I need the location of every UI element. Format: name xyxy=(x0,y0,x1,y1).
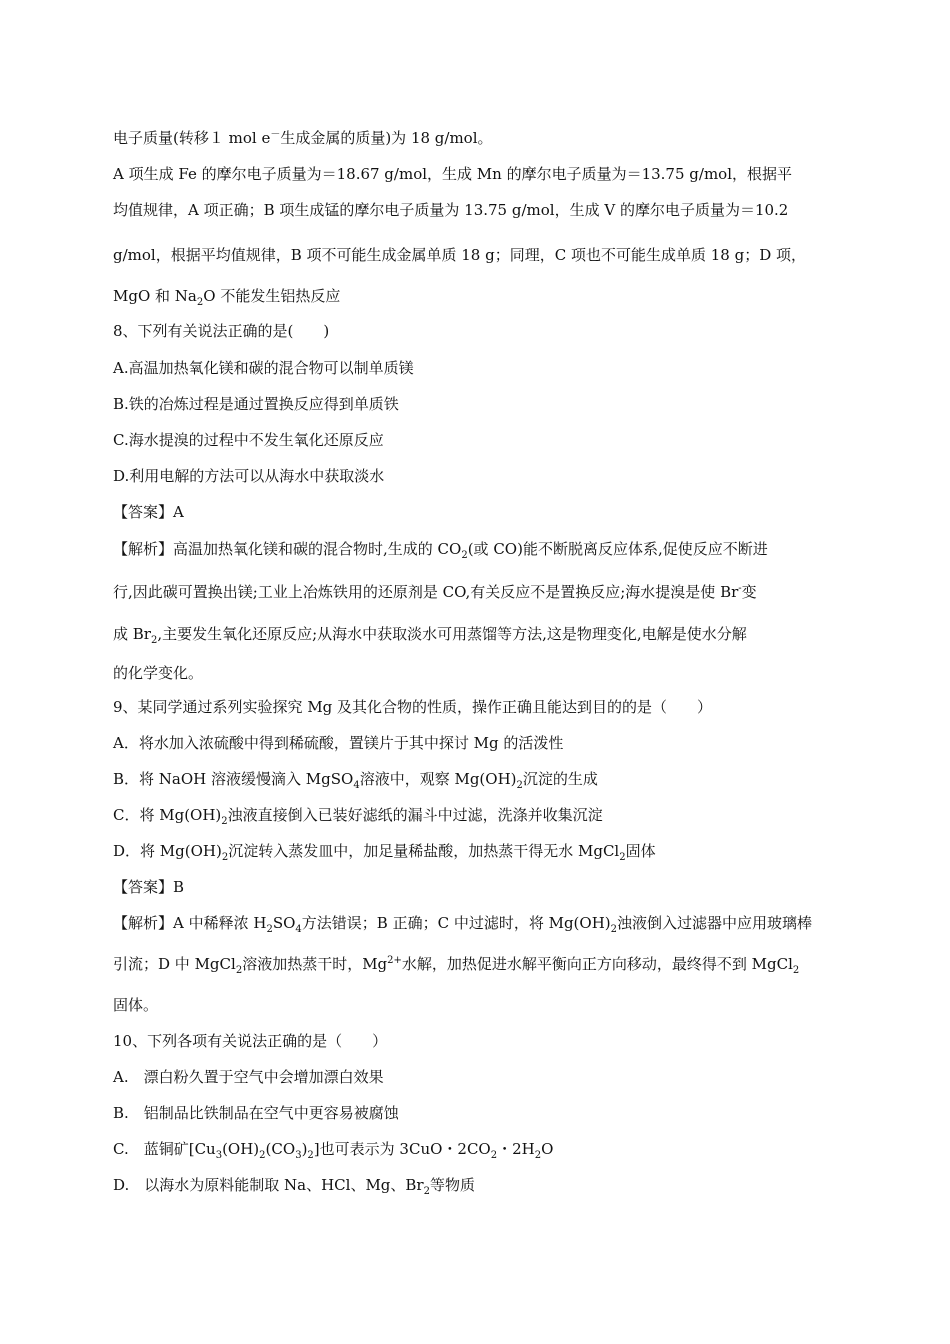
question-10-option-a: A. 漂白粉久置于空气中会增加漂白效果 xyxy=(113,1068,384,1086)
question-10-option-d: D. 以海水为原料能制取 Na、HCl、Mg、$Br_2$等物质 xyxy=(113,1176,475,1197)
question-8-stem: 8、下列有关说法正确的是( ) xyxy=(113,322,330,340)
question-9-option-d: D．将 $Mg(OH)_2$沉淀转入蒸发皿中，加足量稀盐酸，加热蒸干得无水 MgCl$_2$固体 xyxy=(113,842,656,863)
question-9-option-a: A．将水加入浓硫酸中得到稀硫酸，置镁片于其中探讨 Mg 的活泼性 xyxy=(113,734,564,752)
text-line: 均值规律，A 项正确；B 项生成锰的摩尔电子质量为 13.75 g/mol，生成 V 的摩尔电子质量为＝10.2 xyxy=(113,201,789,219)
question-9-analysis: 【解析】A 中稀释浓 $H_2SO_4$方法错误；B 正确；C 中过滤时，将 $Mg(OH)_2$浊液倒入过滤器中应用玻璃棒 xyxy=(113,914,813,935)
question-9-option-c: C．将 $Mg(OH)_2$浊液直接倒入已装好滤纸的漏斗中过滤，洗涤并收集沉淀 xyxy=(113,806,603,827)
text-line: 电子质量(转移１ mol e－生成金属的质量)为 18 g/mol。 xyxy=(113,129,493,147)
text-line: 行,因此碳可置换出镁;工业上冶炼铁用的还原剂是 CO,有关反应不是置换反应;海水提溴是使 Br-变 xyxy=(113,583,757,601)
question-8-analysis: 【解析】高温加热氧化镁和碳的混合物时,生成的 $CO_2$(或 CO)能不断脱离反应体系,促使反应不断进 xyxy=(113,540,768,561)
question-8-option-d: D.利用电解的方法可以从海水中获取淡水 xyxy=(113,467,385,485)
text-line: g/mol，根据平均值规律，B 项不可能生成金属单质 18 g；同理，C 项也不可能生成单质 18 g；D 项， xyxy=(113,246,806,264)
question-8-option-a: A.高温加热氧化镁和碳的混合物可以制单质镁 xyxy=(113,359,414,377)
question-8-answer: 【答案】A xyxy=(113,503,184,521)
text-line: A 项生成 Fe 的摩尔电子质量为＝18.67 g/mol，生成 Mn 的摩尔电子质量为＝13.75 g/mol，根据平 xyxy=(113,165,792,183)
question-9-stem: 9、某同学通过系列实验探究 Mg 及其化合物的性质，操作正确且能达到目的的是（ ） xyxy=(113,698,713,716)
text-line: 成 $Br_2$,主要发生氧化还原反应;从海水中获取淡水可用蒸馏等方法,这是物理变化,电解是使水分解 xyxy=(113,625,747,646)
question-9-answer: 【答案】B xyxy=(113,878,185,896)
question-10-option-b: B. 铝制品比铁制品在空气中更容易被腐蚀 xyxy=(113,1104,399,1122)
text-line: 的化学变化。 xyxy=(113,664,204,682)
question-8-option-b: B.铁的冶炼过程是通过置换反应得到单质铁 xyxy=(113,395,399,413)
question-8-option-c: C.海水提溴的过程中不发生氧化还原反应 xyxy=(113,431,384,449)
question-10-option-c: C. 蓝铜矿$[Cu_3(OH)_2(CO_3)_2]$也可表示为 3CuO・$2CO_2$・$2H_2O$ xyxy=(113,1140,554,1161)
text-line: 固体。 xyxy=(113,996,159,1014)
text-line: MgO 和 $Na_2O$ 不能发生铝热反应 xyxy=(113,287,341,308)
question-9-option-b: B．将 NaOH 溶液缓慢滴入 MgSO$_4$溶液中，观察 $Mg(OH)_2$沉淀的生成 xyxy=(113,770,598,791)
text-line: 引流；D 中 MgCl$_2$溶液加热蒸干时，$Mg^{2+}$水解，加热促进水解平衡向正方向移动，最终得不到 MgCl$_2$ xyxy=(113,955,800,976)
question-10-stem: 10、下列各项有关说法正确的是（ ） xyxy=(113,1032,388,1050)
